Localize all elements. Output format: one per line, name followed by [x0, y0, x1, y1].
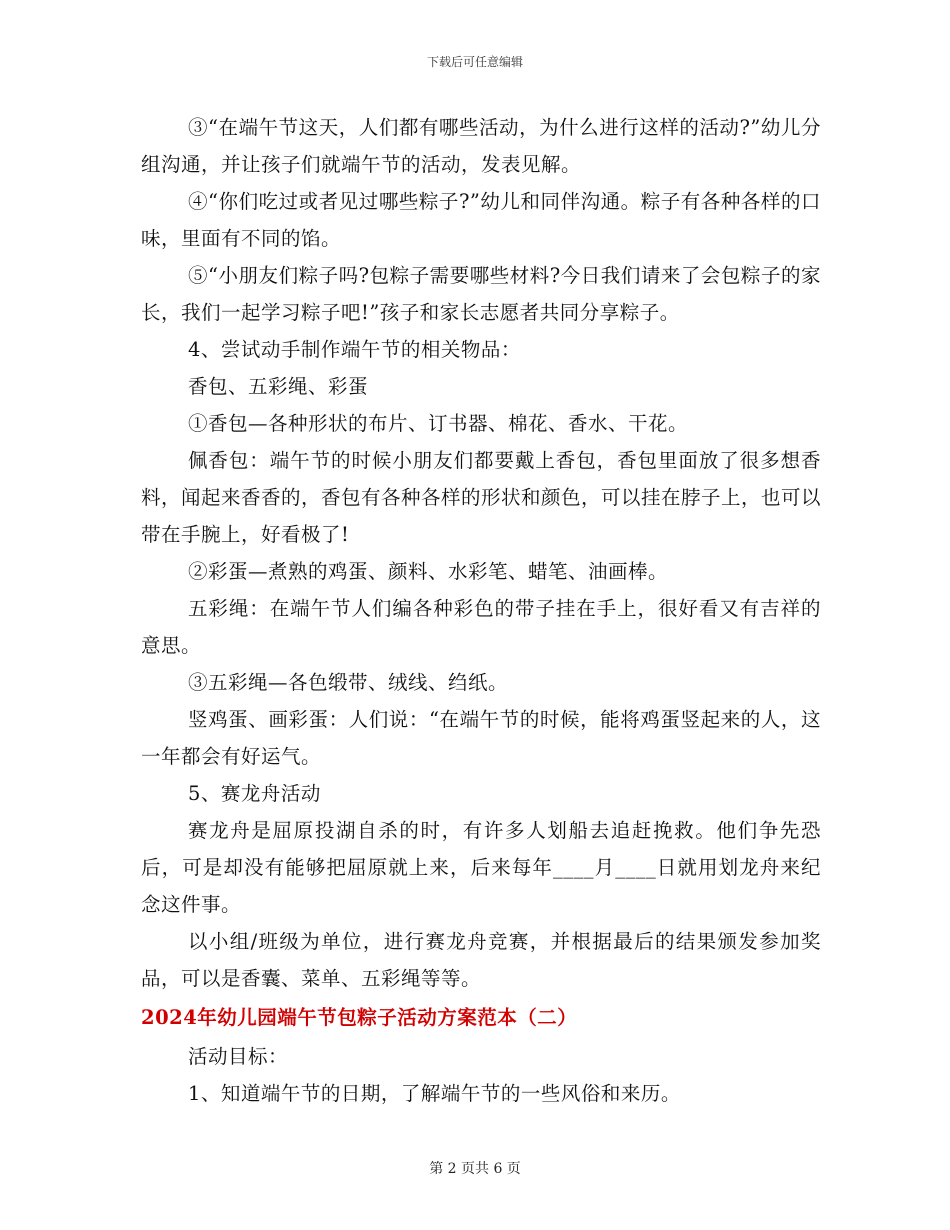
page-header: 下载后可任意编辑 — [426, 55, 523, 69]
paragraph: ②彩蛋—煮熟的鸡蛋、颜料、水彩笔、蜡笔、油画棒。 — [188, 560, 669, 583]
paragraph: ④“你们吃过或者见过哪些粽子?”幼儿和同伴沟通。粽子有各种各样的口味，里面有不同的馅。 — [141, 190, 821, 250]
paragraph: ③“在端午节这天，人们都有哪些活动，为什么进行这样的活动?”幼儿分组沟通，并让孩子们就端午节的活动，发表见解。 — [141, 116, 821, 176]
paragraph: ①香包—各种形状的布片、订书器、棉花、香水、干花。 — [188, 412, 689, 435]
paragraph: 活动目标： — [188, 1045, 289, 1068]
paragraph: 佩香包：端午节的时候小朋友们都要戴上香包，香包里面放了很多想香料，闻起来香香的，香包有各种各样的形状和颜色，可以挂在脖子上，也可以带在手腕上，好看极了! — [141, 449, 822, 546]
paragraph: 赛龙舟是屈原投湖自杀的时，有许多人划船去追赶挽救。他们争先恐后，可是却没有能够把屈原就上来，后来每年____月____日就用划龙舟来纪念这件事。 — [141, 819, 821, 916]
paragraph: 1、知道端午节的日期，了解端午节的一些风俗和来历。 — [188, 1082, 681, 1105]
section-title: 2024年幼儿园端午节包粽子活动方案范本（二） — [141, 1006, 578, 1029]
paragraph: 香包、五彩绳、彩蛋 — [188, 375, 369, 398]
paragraph: ⑤“小朋友们粽子吗?包粽子需要哪些材料?今日我们请来了会包粽子的家长，我们一起学习粽子吧!”孩子和家长志愿者共同分享粽子。 — [141, 264, 821, 324]
document-body — [141, 109, 821, 1112]
paragraph: 五彩绳：在端午节人们编各种彩色的带子挂在手上，很好看又有吉祥的意思。 — [141, 597, 821, 657]
page-footer: 第 2 页共 6 页 — [429, 1161, 521, 1177]
paragraph: ③五彩绳—各色缎带、绒线、绉纸。 — [188, 671, 509, 694]
paragraph: 竖鸡蛋、画彩蛋：人们说：“在端午节的时候，能将鸡蛋竖起来的人，这一年都会有好运气。 — [141, 708, 821, 768]
paragraph: 以小组/班级为单位，进行赛龙舟竞赛，并根据最后的结果颁发参加奖品，可以是香囊、菜单、五彩绳等等。 — [141, 930, 821, 990]
section-heading-5: 5、赛龙舟活动 — [188, 782, 321, 805]
section-heading-4: 4、尝试动手制作端午节的相关物品： — [188, 338, 521, 361]
